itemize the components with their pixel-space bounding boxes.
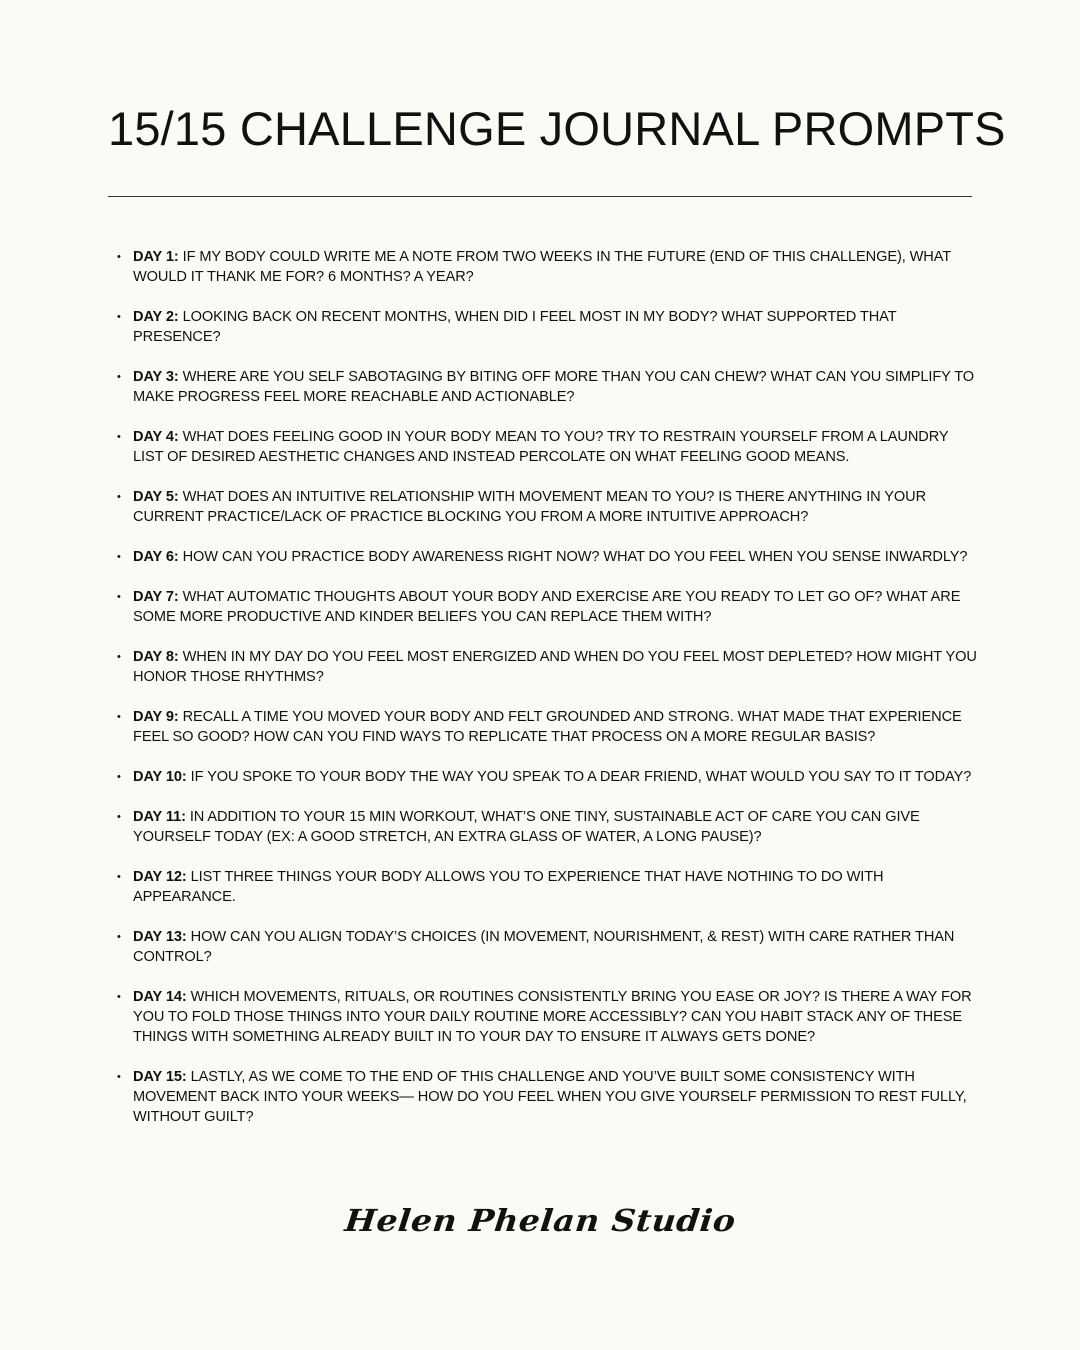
prompt-text: WHAT AUTOMATIC THOUGHTS ABOUT YOUR BODY AND EXERCISE ARE YOU READY TO LET GO OF? WHAT ARE SOME MORE PRODUCTIVE AND KINDER BELIEFS YOU CAN REPLACE THEM WITH? [133, 589, 961, 625]
day-label: DAY 14: [133, 989, 187, 1005]
prompt-text: WHAT DOES FEELING GOOD IN YOUR BODY MEAN TO YOU? TRY TO RESTRAIN YOURSELF FROM A LAUNDRY LIST OF DESIRED AESTHETIC CHANGES AND INSTEAD PERCOLATE ON WHAT FEELING GOOD MEANS. [133, 429, 949, 465]
prompt-item [117, 587, 979, 627]
prompt-text: IF YOU SPOKE TO YOUR BODY THE WAY YOU SPEAK TO A DEAR FRIEND, WHAT WOULD YOU SAY TO IT TODAY? [190, 769, 972, 785]
prompt-item [117, 807, 979, 847]
day-label: DAY 7: [133, 589, 179, 605]
prompt-item [117, 927, 979, 967]
bullet: • [117, 251, 121, 263]
day-label: DAY 13: [133, 929, 187, 945]
prompt-item [117, 1067, 979, 1127]
day-label: DAY 2: [133, 309, 179, 325]
studio-logo-text: Helen Phelan Studio [342, 1202, 738, 1238]
prompt-text: WHERE ARE YOU SELF SABOTAGING BY BITING OFF MORE THAN YOU CAN CHEW? WHAT CAN YOU SIMPLIFY TO MAKE PROGRESS FEEL MORE REACHABLE AND ACTIONABLE? [133, 369, 975, 405]
studio-logo [340, 1192, 740, 1248]
prompt-text: RECALL A TIME YOU MOVED YOUR BODY AND FELT GROUNDED AND STRONG. WHAT MADE THAT EXPERIENCE FEEL SO GOOD? HOW CAN YOU FIND WAYS TO REPLICATE THAT PROCESS ON A MORE REGULAR BASIS? [133, 709, 962, 745]
prompt-text: WHEN IN MY DAY DO YOU FEEL MOST ENERGIZED AND WHEN DO YOU FEEL MOST DEPLETED? HOW MIGHT YOU HONOR THOSE RHYTHMS? [133, 649, 977, 685]
prompt-text: LOOKING BACK ON RECENT MONTHS, WHEN DID I FEEL MOST IN MY BODY? WHAT SUPPORTED THAT PRESENCE? [133, 309, 897, 345]
bullet: • [117, 431, 121, 443]
day-label: DAY 3: [133, 369, 179, 385]
prompt-text: HOW CAN YOU ALIGN TODAY’S CHOICES (IN MOVEMENT, NOURISHMENT, & REST) WITH CARE RATHER THAN CONTROL? [133, 929, 955, 965]
prompt-item [117, 487, 979, 527]
bullet: • [117, 871, 121, 883]
prompt-text: WHAT DOES AN INTUITIVE RELATIONSHIP WITH MOVEMENT MEAN TO YOU? IS THERE ANYTHING IN YOUR CURRENT PRACTICE/LACK OF PRACTICE BLOCKING YOU FROM A MORE INTUITIVE APPROACH? [133, 489, 927, 525]
day-label: DAY 1: [133, 249, 179, 265]
prompt-item [117, 767, 979, 787]
day-label: DAY 15: [133, 1069, 187, 1085]
bullet: • [117, 551, 121, 563]
prompt-text: WHICH MOVEMENTS, RITUALS, OR ROUTINES CONSISTENTLY BRING YOU EASE OR JOY? IS THERE A WAY FOR YOU TO FOLD THOSE THINGS INTO YOUR DAILY ROUTINE MORE ACCESSIBLY? CAN YOU HABIT STACK ANY OF THESE THINGS WITH SOMETHING ALREADY BUILT IN TO YOUR DAY TO ENSURE IT ALWAYS GETS DONE? [133, 989, 972, 1045]
prompt-item [117, 547, 979, 567]
bullet: • [117, 1071, 121, 1083]
bullet: • [117, 591, 121, 603]
prompt-item [117, 307, 979, 347]
prompt-item [117, 987, 979, 1047]
bullet: • [117, 371, 121, 383]
day-label: DAY 10: [133, 769, 187, 785]
day-label: DAY 12: [133, 869, 187, 885]
day-label: DAY 8: [133, 649, 179, 665]
prompt-list [117, 247, 979, 1147]
bullet: • [117, 311, 121, 323]
day-label: DAY 9: [133, 709, 179, 725]
prompt-item [117, 427, 979, 467]
day-label: DAY 4: [133, 429, 179, 445]
bullet: • [117, 931, 121, 943]
day-label: DAY 6: [133, 549, 179, 565]
prompt-text: LIST THREE THINGS YOUR BODY ALLOWS YOU TO EXPERIENCE THAT HAVE NOTHING TO DO WITH APPEARANCE. [133, 869, 884, 905]
day-label: DAY 11: [133, 809, 186, 825]
prompt-item [117, 647, 979, 687]
prompt-text: LASTLY, AS WE COME TO THE END OF THIS CHALLENGE AND YOU’VE BUILT SOME CONSISTENCY WITH MOVEMENT BACK INTO YOUR WEEKS— HOW DO YOU FEEL WHEN YOU GIVE YOURSELF PERMISSION TO REST FULLY, WITHOUT GUILT? [133, 1069, 967, 1125]
bullet: • [117, 491, 121, 503]
prompt-text: HOW CAN YOU PRACTICE BODY AWARENESS RIGHT NOW? WHAT DO YOU FEEL WHEN YOU SENSE INWARDLY? [182, 549, 968, 565]
prompt-text: IN ADDITION TO YOUR 15 MIN WORKOUT, WHAT’S ONE TINY, SUSTAINABLE ACT OF CARE YOU CAN GIVE YOURSELF TODAY (EX: A GOOD STRETCH, AN EXTRA GLASS OF WATER, A LONG PAUSE)? [133, 809, 920, 845]
prompt-item [117, 367, 979, 407]
day-label: DAY 5: [133, 489, 179, 505]
prompt-item [117, 707, 979, 747]
bullet: • [117, 771, 121, 783]
prompt-text: IF MY BODY COULD WRITE ME A NOTE FROM TWO WEEKS IN THE FUTURE (END OF THIS CHALLENGE), WHAT WOULD IT THANK ME FOR? 6 MONTHS? A YEAR? [133, 249, 951, 285]
prompt-item [117, 247, 979, 287]
bullet: • [117, 651, 121, 663]
prompt-item [117, 867, 979, 907]
bullet: • [117, 811, 121, 823]
page-title: 15/15 CHALLENGE JOURNAL PROMPTS [108, 102, 1006, 155]
title-divider [108, 196, 972, 197]
bullet: • [117, 991, 121, 1003]
bullet: • [117, 711, 121, 723]
